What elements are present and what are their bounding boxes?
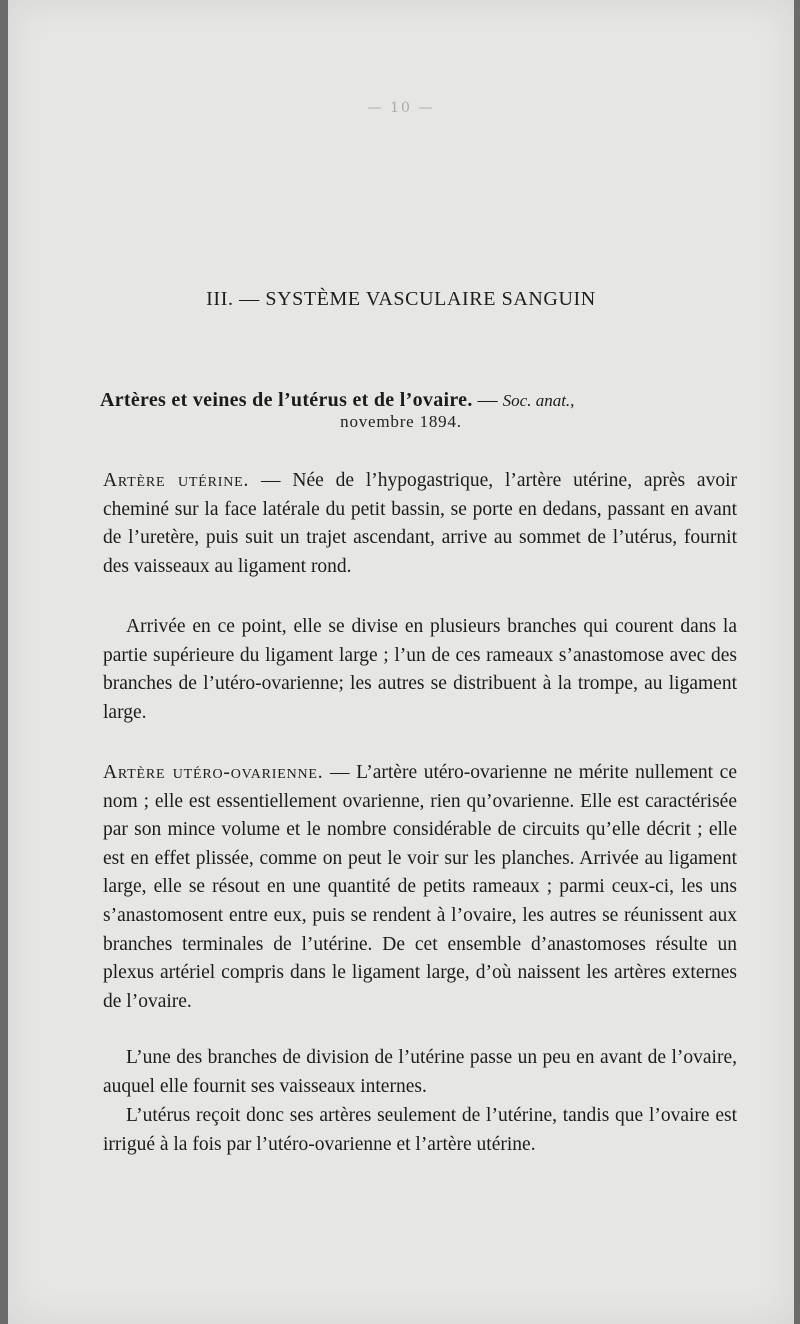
paragraph-branches [103,613,737,727]
article-source: Soc. anat., [502,391,575,410]
paragraph-lead: Artère utéro-ovarienne. [103,762,324,783]
paragraph-text: Arrivée en ce point, elle se divise en plusieurs branches qui courent dans la partie supérieure du ligament large ; l’un de ces rameaux s’anastomose avec des branches de l’utéro-ovarienne; les autres se distribuent à la trompe, au ligament large. [103,616,737,723]
paragraph-text: — L’artère utéro-ovarienne ne mérite nullement ce nom ; elle est essentiellement ovarienne, rien qu’ovarienne. Elle est caractérisée par son mince volume et le nombre considérable de circuits qu’elle décrit ; elle est en effet plissée, comme on peut le voir sur les planches. Arrivée au ligament large, elle se résout en une quantité de petits rameaux ; parmi ceux-ci, les uns s’anastomosent entre eux, puis se rendent à l’ovaire, les autres se réunissent aux branches terminales de l’utérine. De cet ensemble d’anastomoses résulte un plexus artériel compris dans le ligament large, d’où naissent les artères externes de l’ovaire. [103,762,737,1012]
page-number: — 10 — [367,100,435,116]
paragraph-text: L’une des branches de division de l’utérine passe un peu en avant de l’ovaire, auquel elle fournit ses vaisseaux internes. [103,1047,737,1097]
article-date: novembre 1894. [340,412,462,431]
article-title-line [100,388,738,413]
article-title: Artères et veines de l’utérus et de l’ovaire. [100,389,473,411]
paragraph-text: L’utérus reçoit donc ses artères seulement de l’utérine, tandis que l’ovaire est irrigué à la fois par l’utéro-ovarienne et l’artère utérine. [103,1105,737,1155]
paragraph-lead: Artère utérine. [103,470,250,491]
paragraph-text: — Née de l’hypogastrique, l’artère utérine, après avoir cheminé sur la face latérale du petit bassin, se porte en dedans, passant en avant de l’uretère, puis suit un trajet ascendant, arrive au sommet de l’utérus, fournit des vaisseaux au ligament rond. [103,470,737,577]
article-source-separator: — [472,389,503,411]
paragraph-arterie-uterine [103,467,737,581]
paragraph-conclusion [103,1102,737,1159]
paragraph-branche-ovaire [103,1044,737,1101]
document-page [8,0,794,1324]
section-heading: III. — SYSTÈME VASCULAIRE SANGUIN [206,288,596,310]
paragraph-arterie-utero-ovarienne [103,759,737,1016]
